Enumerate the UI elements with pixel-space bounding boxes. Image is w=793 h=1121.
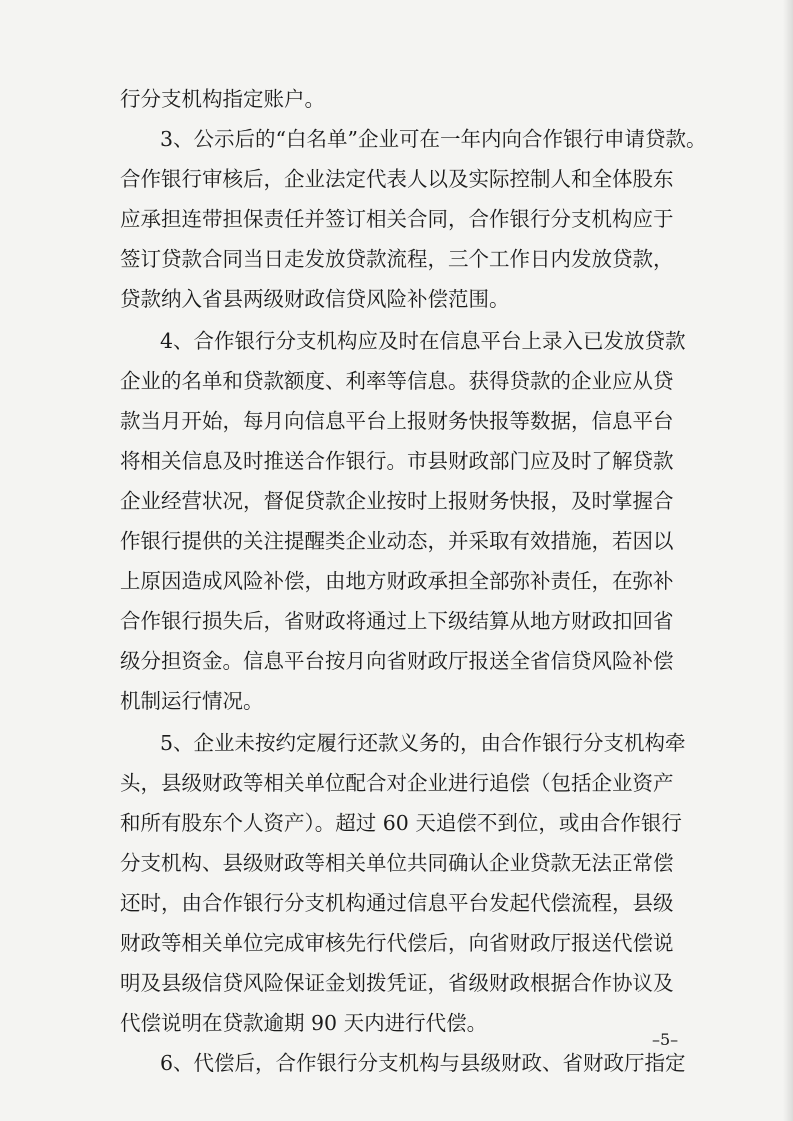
text-line: 款当月开始，每月向信息平台上报财务快报等数据，信息平台	[120, 409, 674, 433]
paragraph-4-start: 4、合作银行分支机构应及时在信息平台上录入已发放贷款	[160, 329, 686, 353]
text-line: 企业的名单和贷款额度、利率等信息。获得贷款的企业应从贷	[120, 369, 674, 393]
text-line: 贷款纳入省县两级财政信贷风险补偿范围。	[120, 287, 510, 311]
text-line: 企业经营状况，督促贷款企业按时上报财务快报，及时掌握合	[120, 489, 674, 513]
text-line: 级分担资金。信息平台按月向省财政厅报送全省信贷风险补偿	[120, 649, 674, 673]
text-line: 还时，由合作银行分支机构通过信息平台发起代偿流程，县级	[120, 891, 674, 915]
text-line: 合作银行审核后，企业法定代表人以及实际控制人和全体股东	[120, 167, 674, 191]
paragraph-5-start: 5、企业未按约定履行还款义务的，由合作银行分支机构牵	[160, 731, 686, 755]
text-line: 头，县级财政等相关单位配合对企业进行追偿（包括企业资产	[120, 771, 674, 795]
paragraph-3-start: 3、公示后的“白名单”企业可在一年内向合作银行申请贷款。	[160, 127, 707, 151]
text-line: 行分支机构指定账户。	[120, 87, 325, 111]
text-line: 合作银行损失后，省财政将通过上下级结算从地方财政扣回省	[120, 609, 674, 633]
text-line: 代偿说明在贷款逾期 90 天内进行代偿。	[120, 1011, 488, 1035]
text-line: 签订贷款合同当日走发放贷款流程，三个工作日内发放贷款，	[120, 247, 674, 271]
page-edge-shadow	[783, 0, 793, 1121]
page-number: –5–	[652, 1030, 679, 1049]
text-line: 财政等相关单位完成审核先行代偿后，向省财政厅报送代偿说	[120, 931, 674, 955]
text-line: 明及县级信贷风险保证金划拨凭证，省级财政根据合作协议及	[120, 971, 674, 995]
text-line: 应承担连带担保责任并签订相关合同，合作银行分支机构应于	[120, 207, 674, 231]
text-line: 分支机构、县级财政等相关单位共同确认企业贷款无法正常偿	[120, 851, 674, 875]
text-line: 上原因造成风险补偿，由地方财政承担全部弥补责任，在弥补	[120, 569, 674, 593]
paragraph-6-start: 6、代偿后，合作银行分支机构与县级财政、省财政厅指定	[160, 1051, 686, 1075]
text-line: 和所有股东个人资产）。超过 60 天追偿不到位，或由合作银行	[120, 811, 682, 835]
text-line: 机制运行情况。	[120, 689, 264, 713]
text-line: 将相关信息及时推送合作银行。市县财政部门应及时了解贷款	[120, 449, 674, 473]
text-line: 作银行提供的关注提醒类企业动态，并采取有效措施，若因以	[120, 529, 674, 553]
